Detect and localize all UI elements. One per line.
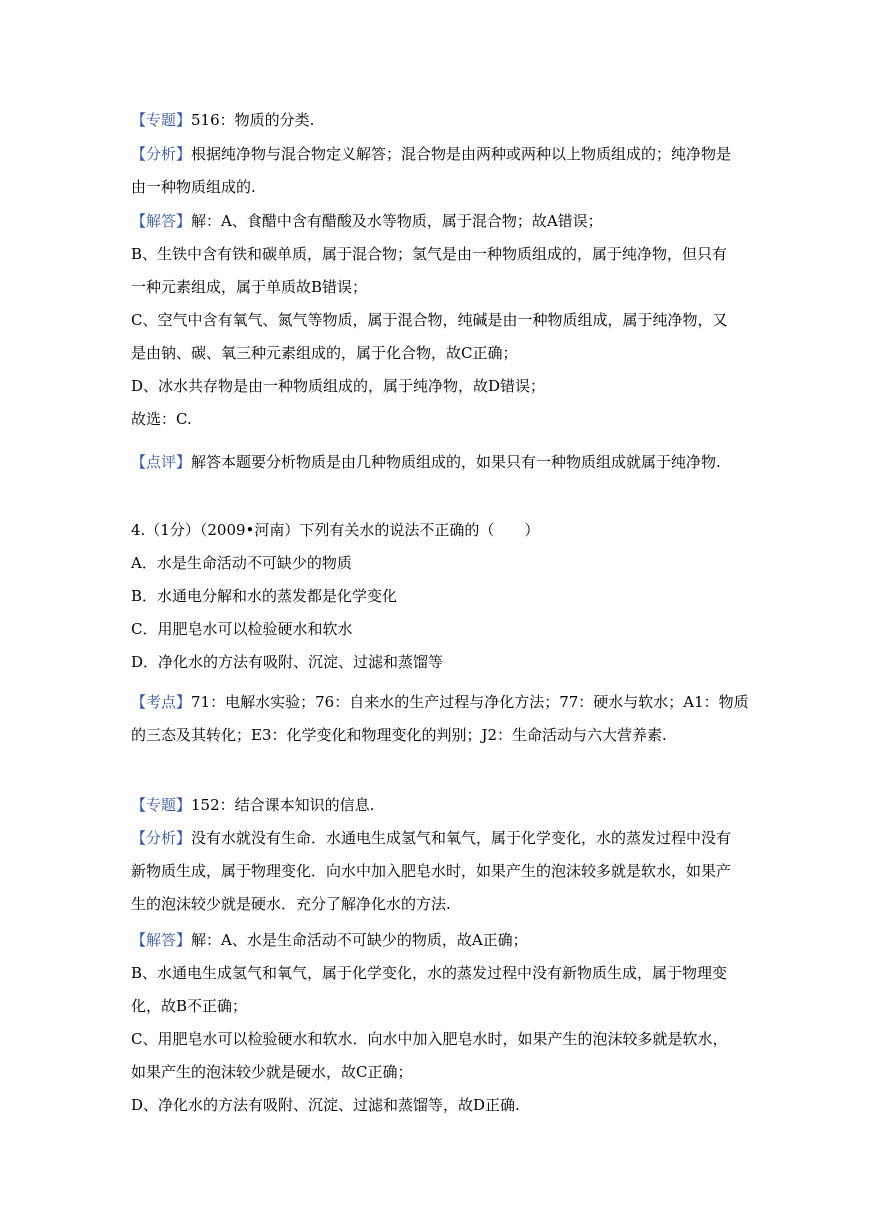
comment-tag: 【点评】 bbox=[131, 453, 192, 471]
answer-line: C、用肥皂水可以检验硬水和软水．向水中加入肥皂水时，如果产生的泡沫较多就是软水， bbox=[131, 1030, 728, 1048]
answer-tag: 【解答】 bbox=[131, 931, 192, 949]
answer-tag: 【解答】 bbox=[131, 212, 192, 230]
answer-line: 解：A、水是生命活动不可缺少的物质，故A正确； bbox=[191, 931, 528, 949]
answer-line: C、空气中含有氧气、氮气等物质，属于混合物，纯碱是由一种物质组成，属于纯净物，又 bbox=[131, 311, 728, 329]
comment-section-1 bbox=[131, 446, 751, 479]
answer-line: 解：A、食醋中含有醋酸及水等物质，属于混合物；故A错误； bbox=[191, 212, 603, 230]
answer-line: 故选：C. bbox=[131, 410, 192, 428]
option-b: B．水通电分解和水的蒸发都是化学变化 bbox=[131, 587, 398, 605]
answer-line: D、净化水的方法有吸附、沉淀、过滤和蒸馏等，故D正确. bbox=[131, 1096, 520, 1114]
testpoint-line: 的三态及其转化；E3：化学变化和物理变化的判别；J2：生命活动与六大营养素. bbox=[131, 726, 667, 744]
answer-line: B、生铁中含有铁和碳单质，属于混合物；氢气是由一种物质组成的，属于纯净物，但只有 bbox=[131, 245, 728, 263]
answer-line: B、水通电生成氢气和氧气，属于化学变化，水的蒸发过程中没有新物质生成，属于物理变 bbox=[131, 964, 728, 982]
answer-line: 是由钠、碳、氧三种元素组成的，属于化合物，故C正确； bbox=[131, 344, 518, 362]
testpoint-line: 71：电解水实验；76：自来水的生产过程与净化方法；77：硬水与软水；A1：物质 bbox=[191, 693, 749, 711]
answer-line: D、冰水共存物是由一种物质组成的，属于纯净物，故D错误； bbox=[131, 377, 546, 395]
answer-line: 化，故B不正确； bbox=[131, 997, 248, 1015]
testpoint-section bbox=[131, 686, 751, 752]
topic-text: 516：物质的分类. bbox=[191, 111, 315, 129]
option-a: A．水是生命活动不可缺少的物质 bbox=[131, 554, 352, 572]
analysis-tag: 【分析】 bbox=[131, 145, 192, 163]
analysis-line: 根据纯净物与混合物定义解答；混合物是由两种或两种以上物质组成的；纯净物是 bbox=[191, 145, 732, 163]
analysis-section-2 bbox=[131, 822, 751, 921]
answer-line: 一种元素组成，属于单质故B错误； bbox=[131, 278, 368, 296]
question-4 bbox=[131, 514, 751, 679]
answer-section-1 bbox=[131, 205, 751, 436]
analysis-section-1 bbox=[131, 138, 751, 204]
option-c: C．用肥皂水可以检验硬水和软水 bbox=[131, 620, 353, 638]
analysis-line: 新物质生成，属于物理变化．向水中加入肥皂水时，如果产生的泡沫较多就是软水，如果产 bbox=[131, 862, 732, 880]
topic-section-2 bbox=[131, 789, 751, 822]
analysis-line: 没有水就没有生命．水通电生成氢气和氧气，属于化学变化，水的蒸发过程中没有 bbox=[191, 829, 732, 847]
comment-text: 解答本题要分析物质是由几种物质组成的，如果只有一种物质组成就属于纯净物. bbox=[191, 453, 721, 471]
answer-section-2 bbox=[131, 924, 751, 1122]
analysis-tag: 【分析】 bbox=[131, 829, 192, 847]
answer-line: 如果产生的泡沫较少就是硬水，故C正确； bbox=[131, 1063, 413, 1081]
topic-section-1 bbox=[131, 104, 751, 137]
option-d: D．净化水的方法有吸附、沉淀、过滤和蒸馏等 bbox=[131, 653, 444, 671]
analysis-line: 生的泡沫较少就是硬水．充分了解净化水的方法. bbox=[131, 895, 451, 913]
testpoint-tag: 【考点】 bbox=[131, 693, 192, 711]
topic-tag: 【专题】 bbox=[131, 796, 192, 814]
question-stem: 4.（1分）（2009•河南）下列有关水的说法不正确的（ ） bbox=[131, 521, 540, 539]
topic-text: 152：结合课本知识的信息. bbox=[191, 796, 375, 814]
analysis-line: 由一种物质组成的. bbox=[131, 178, 256, 196]
topic-tag: 【专题】 bbox=[131, 111, 192, 129]
